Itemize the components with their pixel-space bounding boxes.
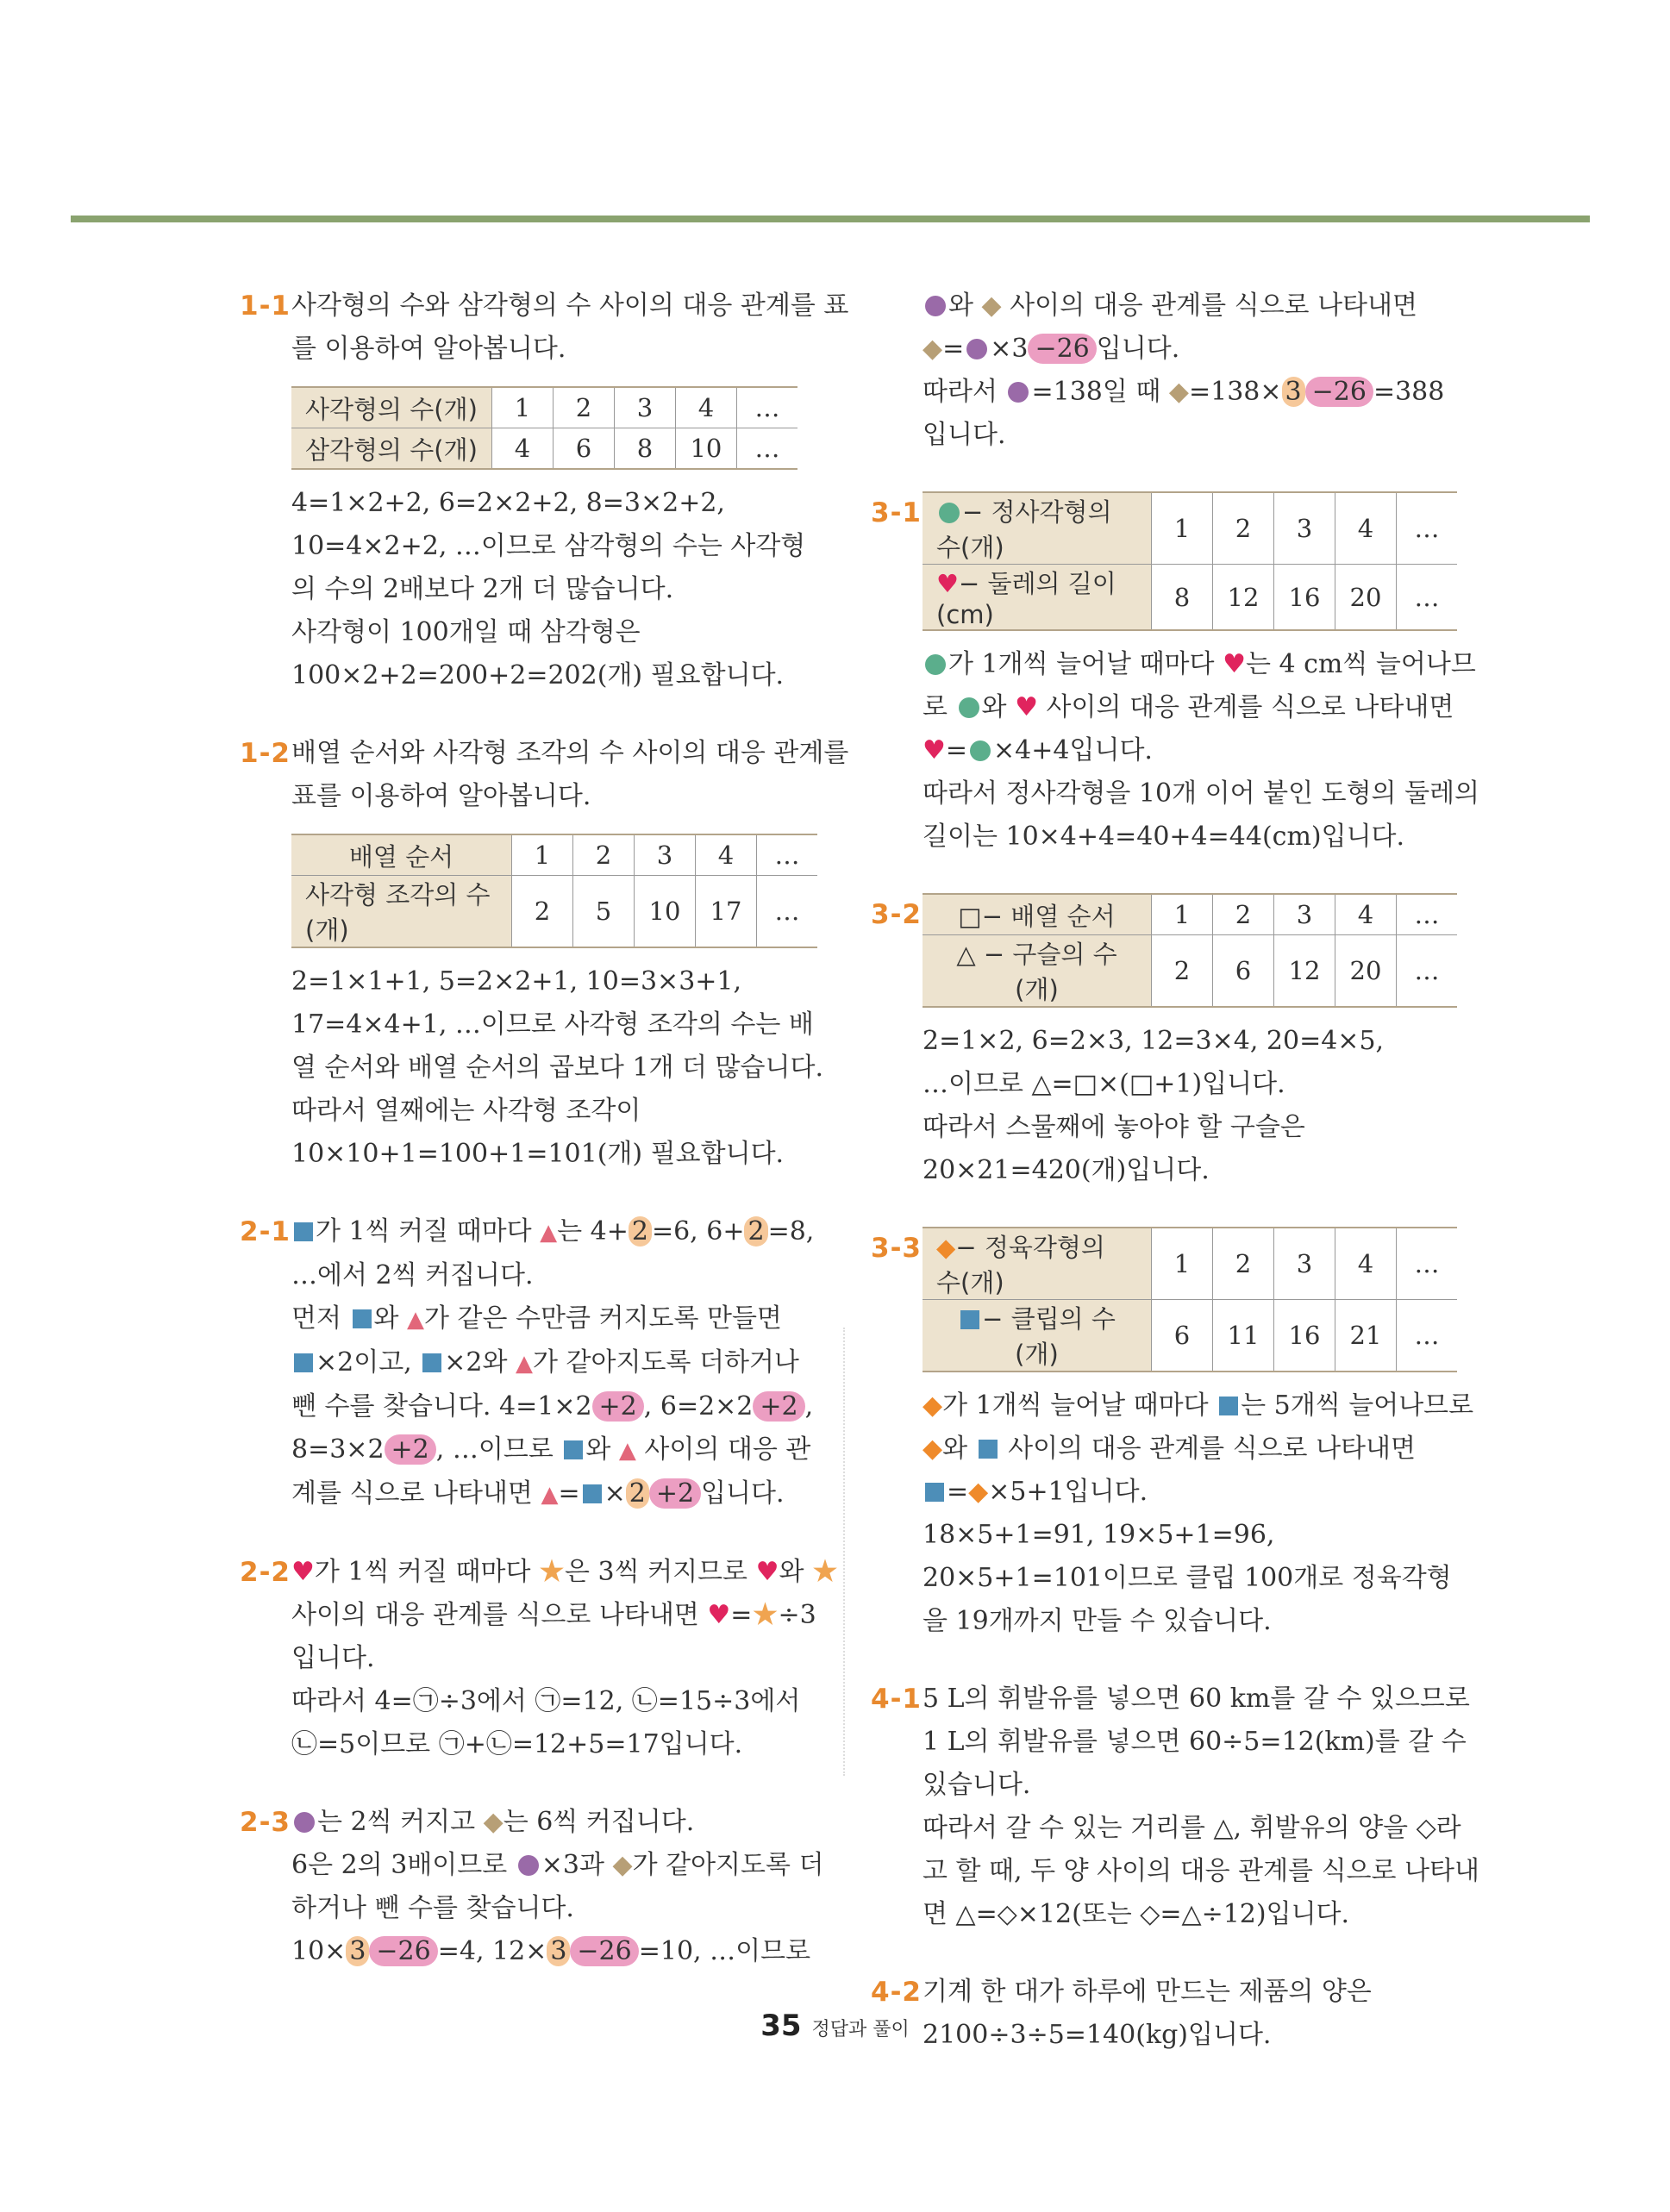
- text-line: 따라서 정사각형을 10개 이어 붙인 도형의 둘레의: [923, 778, 1480, 809]
- highlight: 3: [1282, 377, 1305, 407]
- problem-3-1: [871, 491, 1480, 859]
- star-icon: ★: [539, 1557, 565, 1587]
- cell: 4: [1335, 1228, 1397, 1300]
- heart-icon: ♥: [1223, 649, 1246, 679]
- cell: …: [736, 387, 797, 428]
- cell: 12: [1213, 565, 1274, 631]
- highlight: −26: [1305, 377, 1373, 407]
- triangle-icon: ▲: [541, 1482, 559, 1508]
- cell: 10: [635, 876, 696, 948]
- cell: 6: [1213, 935, 1274, 1008]
- left-column: [240, 284, 849, 1973]
- cell: 4: [696, 834, 757, 876]
- cell: 8: [614, 428, 675, 470]
- circle-icon: [939, 503, 960, 523]
- text-line: 사이의 대응 관계를 식으로 나타내면 ♥=★÷3: [291, 1600, 816, 1630]
- circle-icon: [959, 697, 979, 718]
- text-line: ◆와 사이의 대응 관계를 식으로 나타내면: [923, 1434, 1416, 1464]
- highlight: +2: [592, 1391, 644, 1422]
- diamond-icon: ◆: [923, 334, 943, 364]
- problem-number: 3-3: [871, 1233, 923, 1264]
- row-label: 삼각형의 수(개): [291, 428, 491, 470]
- cell: 1: [1152, 894, 1213, 935]
- text-line: 를 이용하여 알아봅니다.: [291, 334, 566, 364]
- cell: 20: [1335, 935, 1397, 1008]
- text-line: 따라서 4=㉠÷3에서 ㉠=12, ㉡=15÷3에서: [291, 1686, 801, 1716]
- text-line: 입니다.: [923, 420, 1006, 450]
- circle-icon: [925, 654, 946, 675]
- cell: 3: [635, 834, 696, 876]
- text-line: 2=1×1+1, 5=2×2+1, 10=3×3+1,: [291, 966, 742, 997]
- row-label: □− 배열 순서: [923, 894, 1152, 935]
- cell: …: [1397, 1300, 1458, 1372]
- square-icon: [353, 1309, 372, 1328]
- text-line: 100×2+2=200+2=202(개) 필요합니다.: [291, 660, 785, 690]
- highlight: +2: [753, 1391, 804, 1422]
- text-line: …에서 2씩 커집니다.: [291, 1260, 534, 1290]
- text-line: 18×5+1=91, 19×5+1=96,: [923, 1520, 1275, 1550]
- square-icon: [960, 1310, 979, 1329]
- text-line: 따라서 =138일 때 ◆=138× 3 −26 =388: [923, 377, 1445, 407]
- row-label: 배열 순서: [291, 834, 512, 876]
- cell: 11: [1213, 1300, 1274, 1372]
- cell: 21: [1335, 1300, 1397, 1372]
- problem-1-1: [240, 284, 849, 697]
- cell: 1: [1152, 492, 1213, 565]
- highlight: −26: [570, 1936, 638, 1966]
- problem-number: 2-3: [240, 1807, 291, 1838]
- cell: 2: [1213, 492, 1274, 565]
- cell: 6: [1152, 1300, 1213, 1372]
- square-icon: [925, 1483, 944, 1502]
- text-line: =◆×5+1입니다.: [923, 1471, 1457, 1514]
- star-icon: ★: [812, 1557, 839, 1587]
- diamond-icon: ◆: [923, 1390, 943, 1421]
- cell: 4: [675, 387, 736, 428]
- problem-1-2: [240, 732, 849, 1176]
- problem-number: 3-1: [871, 497, 923, 528]
- text-line: 계를 식으로 나타내면 ▲= × 2 +2 입니다.: [291, 1478, 785, 1509]
- text-line: 하거나 뺀 수를 찾습니다.: [291, 1893, 574, 1923]
- problem-number: 2-1: [240, 1216, 291, 1247]
- text-line: ♥가 1씩 커질 때마다 ★은 3씩 커지므로 ♥와 ★: [291, 1557, 839, 1587]
- star-icon: ★: [752, 1600, 779, 1630]
- cell: 3: [1274, 492, 1335, 565]
- text-line: 뺀 수를 찾습니다. 4=1×2 +2 , 6=2×2 +2 ,: [291, 1391, 814, 1422]
- cell: …: [1397, 935, 1458, 1008]
- heart-icon: ♥: [755, 1557, 779, 1587]
- diamond-icon: ◆: [1168, 377, 1189, 407]
- highlight: +2: [649, 1478, 701, 1509]
- triangle-icon: ▲: [407, 1307, 425, 1333]
- problem-number: 1-1: [240, 291, 291, 322]
- text-line: 가 1씩 커질 때마다 ▲는 4+ 2 =6, 6+ 2 =8,: [291, 1210, 817, 1254]
- square-icon: [583, 1484, 602, 1503]
- text-line: ㉡=5이므로 ㉠+㉡=12+5=17입니다.: [291, 1729, 743, 1759]
- correspondence-table: [923, 491, 1457, 631]
- text-line: 8=3×2 +2 , …이므로 와 ▲ 사이의 대응 관: [291, 1434, 811, 1465]
- square-icon: [979, 1440, 998, 1459]
- cell: …: [1397, 565, 1458, 631]
- cell: 20: [1335, 565, 1397, 631]
- heart-icon: ♥: [936, 569, 959, 598]
- text-line: ◆가 1개씩 늘어날 때마다 는 5개씩 늘어나므로: [923, 1390, 1474, 1421]
- page-footer: [0, 2009, 1670, 2043]
- problem-2-1: [240, 1210, 817, 1516]
- cell: …: [1397, 894, 1458, 935]
- square-icon: [564, 1440, 583, 1459]
- text-line: 사각형이 100개일 때 삼각형은: [291, 617, 641, 647]
- diamond-icon: ◆: [483, 1807, 504, 1837]
- circle-icon: [966, 339, 987, 359]
- cell: 12: [1274, 935, 1335, 1008]
- cell: 4: [1335, 492, 1397, 565]
- row-label: − 정사각형의 수(개): [923, 492, 1152, 565]
- highlight: −26: [1028, 334, 1096, 364]
- row-label: △ − 구슬의 수(개): [923, 935, 1152, 1008]
- text-line: 는 2씩 커지고 ◆는 6씩 커집니다.: [291, 1801, 817, 1844]
- problem-number: 3-2: [871, 899, 923, 930]
- text-line: 10×10+1=100+1=101(개) 필요합니다.: [291, 1139, 785, 1169]
- heart-icon: ♥: [707, 1600, 731, 1630]
- cell: 2: [512, 876, 573, 948]
- cell: 2: [1213, 894, 1274, 935]
- text-line: 1 L의 휘발유를 넣으면 60÷5=12(km)를 갈 수: [923, 1727, 1467, 1757]
- cell: …: [1397, 492, 1458, 565]
- text-line: 따라서 열째에는 사각형 조각이: [291, 1096, 641, 1126]
- cell: 4: [491, 428, 553, 470]
- problem-2-2: [240, 1551, 839, 1766]
- row-label: 사각형의 수(개): [291, 387, 491, 428]
- text-line: 가 1개씩 늘어날 때마다 ♥는 4 cm씩 늘어나므: [923, 643, 1457, 686]
- text-line: 길이는 10×4+4=40+4=44(cm)입니다.: [923, 822, 1405, 852]
- row-label: 사각형 조각의 수(개): [291, 876, 512, 948]
- cell: 2: [1152, 935, 1213, 1008]
- circle-icon: [970, 740, 991, 761]
- triangle-icon: ▲: [540, 1220, 558, 1246]
- text-line: 10=4×2+2, …이므로 삼각형의 수는 사각형: [291, 531, 806, 561]
- text-line: 로 와 ♥ 사이의 대응 관계를 식으로 나타내면: [923, 692, 1454, 722]
- highlight: 3: [547, 1936, 570, 1966]
- cell: 2: [553, 387, 614, 428]
- text-line: 있습니다.: [923, 1770, 1031, 1800]
- cell: 3: [614, 387, 675, 428]
- problem-4-1: [871, 1678, 1479, 1936]
- right-column: [871, 284, 1480, 2057]
- correspondence-table: [291, 386, 797, 470]
- text-line: 따라서 갈 수 있는 거리를 △, 휘발유의 양을 ◇라: [923, 1813, 1461, 1843]
- text-line: 따라서 스물째에 놓아야 할 구슬은: [923, 1112, 1305, 1142]
- triangle-icon: ▲: [618, 1438, 636, 1464]
- highlight: +2: [385, 1434, 436, 1465]
- text-line: 17=4×4+1, …이므로 사각형 조각의 수는 배: [291, 1009, 814, 1040]
- correspondence-table: [923, 1227, 1457, 1372]
- top-rule: [71, 216, 1590, 222]
- text-line: 6은 2의 3배이므로 ×3과 ◆가 같아지도록 더: [291, 1850, 824, 1880]
- cell: …: [1397, 1228, 1458, 1300]
- square-icon: [294, 1222, 313, 1241]
- cell: …: [757, 834, 818, 876]
- text-line: 5 L의 휘발유를 넣으면 60 km를 갈 수 있으므로: [923, 1684, 1470, 1714]
- circle-icon: [294, 1812, 315, 1833]
- highlight: 3: [346, 1936, 369, 1966]
- cell: 2: [573, 834, 635, 876]
- text-line: 기계 한 대가 하루에 만드는 제품의 양은: [923, 1977, 1372, 2007]
- problem-2-3-continued: [871, 284, 1457, 457]
- highlight: −26: [369, 1936, 437, 1966]
- cell: 6: [553, 428, 614, 470]
- correspondence-table: [291, 834, 817, 948]
- text-line: 면 △=◇×12(또는 ◇=△÷12)입니다.: [923, 1899, 1350, 1929]
- text-line: 사각형의 수와 삼각형의 수 사이의 대응 관계를 표: [291, 291, 849, 321]
- cell: 1: [1152, 1228, 1213, 1300]
- text-line: 10× 3 −26 =4, 12× 3 −26 =10, …이므로: [291, 1936, 811, 1966]
- problem-3-2: [871, 893, 1457, 1192]
- row-label: ♥− 둘레의 길이(cm): [923, 565, 1152, 631]
- cell: 16: [1274, 565, 1335, 631]
- cell: 17: [696, 876, 757, 948]
- cell: 16: [1274, 1300, 1335, 1372]
- text-line: 입니다.: [291, 1643, 375, 1673]
- circle-icon: [518, 1855, 539, 1876]
- problem-3-3: [871, 1227, 1474, 1643]
- problem-number: 1-2: [240, 738, 291, 769]
- cell: 1: [491, 387, 553, 428]
- cell: 10: [675, 428, 736, 470]
- row-label: − 클립의 수(개): [923, 1300, 1152, 1372]
- heart-icon: ♥: [923, 735, 946, 765]
- diamond-icon: ◆: [936, 1233, 956, 1262]
- circle-icon: [1008, 382, 1029, 403]
- text-line: 표를 이용하여 알아봅니다.: [291, 781, 591, 811]
- problem-2-3: [240, 1801, 824, 1973]
- text-line: ◆= ×3 −26 입니다.: [923, 334, 1180, 364]
- cell: …: [757, 876, 818, 948]
- highlight: 2: [629, 1216, 652, 1247]
- cell: 4: [1335, 894, 1397, 935]
- text-line: 20×5+1=101이므로 클립 100개로 정육각형: [923, 1563, 1452, 1593]
- problem-number: 4-1: [871, 1684, 923, 1715]
- text-line: 배열 순서와 사각형 조각의 수 사이의 대응 관계를: [291, 738, 849, 768]
- circle-icon: [925, 296, 946, 316]
- problem-number: 4-2: [871, 1977, 923, 2008]
- text-line: 열 순서와 배열 순서의 곱보다 1개 더 많습니다.: [291, 1053, 824, 1083]
- diamond-icon: ◆: [968, 1477, 989, 1507]
- column-divider: [843, 1328, 845, 1776]
- problem-number: 2-2: [240, 1557, 291, 1588]
- cell: 3: [1274, 894, 1335, 935]
- text-line: ×2이고, ×2와 ▲가 같아지도록 더하거나: [291, 1341, 817, 1385]
- square-icon: [1219, 1397, 1238, 1415]
- correspondence-table: [923, 893, 1457, 1008]
- heart-icon: ♥: [291, 1557, 315, 1587]
- cell: 8: [1152, 565, 1213, 631]
- text-line: 고 할 때, 두 양 사이의 대응 관계를 식으로 나타내: [923, 1856, 1479, 1886]
- diamond-icon: ◆: [981, 291, 1002, 321]
- cell: …: [736, 428, 797, 470]
- square-icon: [294, 1353, 313, 1372]
- text-line: 을 19개까지 만들 수 있습니다.: [923, 1606, 1272, 1636]
- cell: 3: [1274, 1228, 1335, 1300]
- cell: 5: [573, 876, 635, 948]
- text-line: 2=1×2, 6=2×3, 12=3×4, 20=4×5,: [923, 1026, 1385, 1056]
- page-number: 35: [760, 2009, 802, 2043]
- text-line: …이므로 △=□×(□+1)입니다.: [923, 1069, 1285, 1099]
- highlight: 2: [626, 1478, 649, 1509]
- cell: 1: [512, 834, 573, 876]
- text-line: 와 ◆ 사이의 대응 관계를 식으로 나타내면: [923, 284, 1457, 328]
- text-line: 20×21=420(개)입니다.: [923, 1155, 1210, 1185]
- heart-icon: ♥: [1015, 692, 1038, 722]
- diamond-icon: ◆: [612, 1850, 633, 1880]
- text-line: 의 수의 2배보다 2개 더 많습니다.: [291, 574, 674, 604]
- highlight: 2: [744, 1216, 767, 1247]
- square-icon: [422, 1353, 441, 1372]
- diamond-icon: ◆: [923, 1434, 943, 1464]
- triangle-icon: ▲: [516, 1351, 534, 1377]
- cell: 2: [1213, 1228, 1274, 1300]
- text-line: 4=1×2+2, 6=2×2+2, 8=3×2+2,: [291, 488, 725, 518]
- footer-label: 정답과 풀이: [811, 2019, 910, 2040]
- text-line: 2100÷3÷5=140(kg)입니다.: [923, 2020, 1272, 2050]
- text-line: 먼저 와 ▲가 같은 수만큼 커지도록 만들면: [291, 1303, 782, 1334]
- text-line: ♥= ×4+4입니다.: [923, 735, 1153, 765]
- row-label: ◆− 정육각형의 수(개): [923, 1228, 1152, 1300]
